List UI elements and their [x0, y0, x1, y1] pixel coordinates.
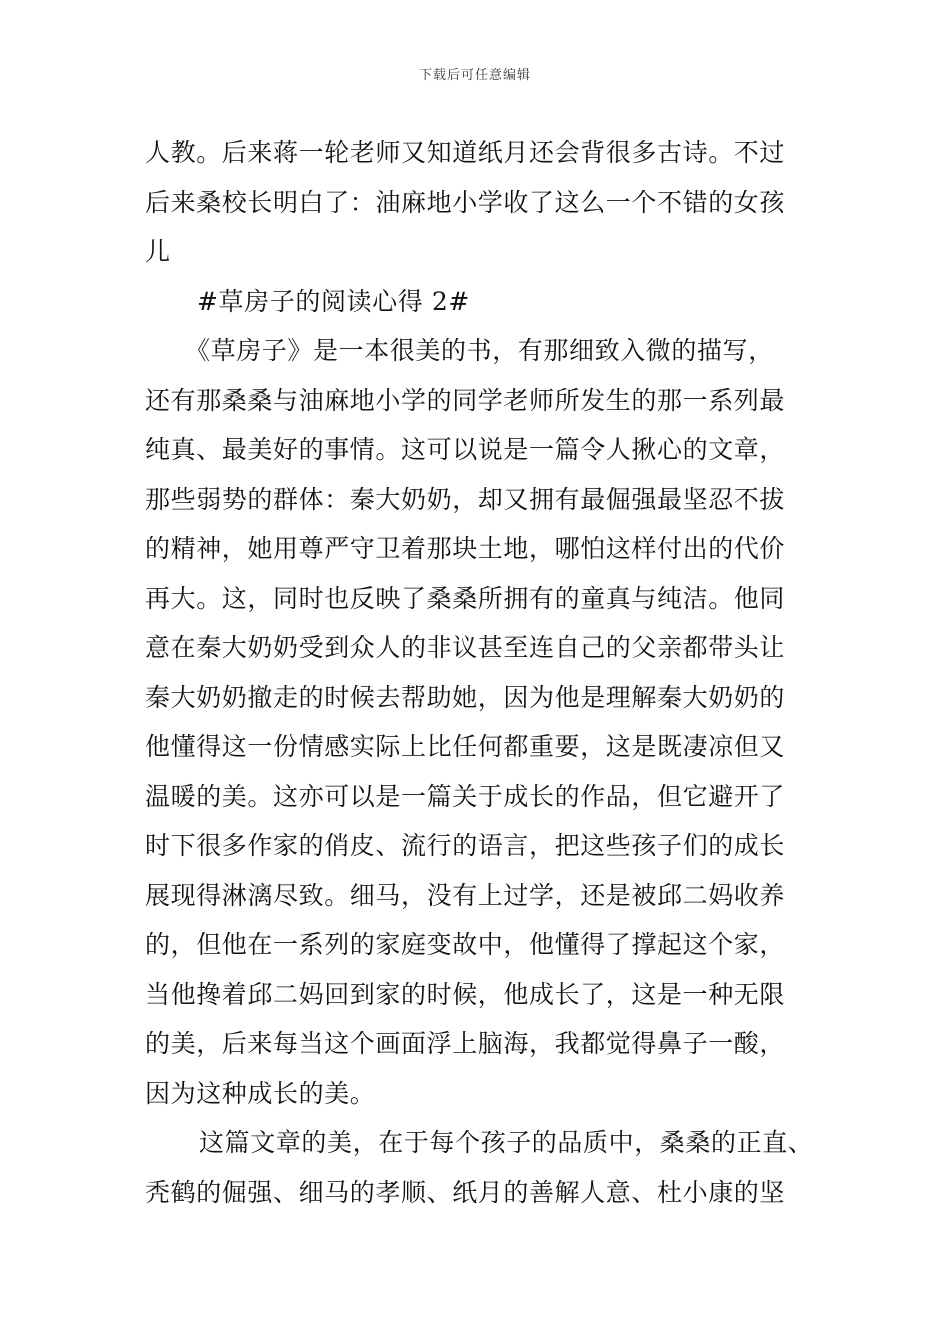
text-line: 再大。这，同时也反映了桑桑所拥有的童真与纯洁。他同 [145, 583, 786, 613]
text-line: 他懂得这一份情感实际上比任何都重要，这是既凄凉但又 [145, 732, 786, 761]
text-line: 秃鹤的倔强、细马的孝顺、纸月的善解人意、杜小康的坚 [145, 1177, 786, 1207]
section-heading: #草房子的阅读心得 2# [197, 286, 470, 316]
text-line: 还有那桑桑与油麻地小学的同学老师所发生的那一系列最 [145, 385, 786, 415]
text-line: 那些弱势的群体：秦大奶奶，却又拥有最倔强最坚忍不拔 [145, 484, 786, 514]
text-line: 后来桑校长明白了：油麻地小学收了这么一个不错的女孩 [145, 187, 786, 217]
document-body [145, 128, 825, 1217]
text-line: 秦大奶奶撤走的时候去帮助她，因为他是理解秦大奶奶的 [145, 682, 786, 712]
text-line: 展现得淋漓尽致。细马，没有上过学，还是被邱二妈收养 [145, 880, 786, 910]
text-line: 意在秦大奶奶受到众人的非议甚至连自己的父亲都带头让 [145, 633, 786, 662]
page-header: 下载后可任意编辑 [418, 68, 531, 83]
text-line: 的美，后来每当这个画面浮上脑海，我都觉得鼻子一酸， [145, 1029, 786, 1058]
text-line: 温暖的美。这亦可以是一篇关于成长的作品，但它避开了 [145, 781, 786, 811]
text-line: 纯真、最美好的事情。这可以说是一篇令人揪心的文章， [145, 435, 786, 464]
paragraph-start: 这篇文章的美，在于每个孩子的品质中，桑桑的正直、 [199, 1128, 814, 1157]
text-line: 的，但他在一系列的家庭变故中，他懂得了撑起这个家， [145, 930, 786, 959]
text-line: 人教。后来蒋一轮老师又知道纸月还会背很多古诗。不过 [145, 138, 786, 167]
text-line: 时下很多作家的俏皮、流行的语言，把这些孩子们的成长 [145, 831, 786, 860]
paragraph-start: 《草房子》是一本很美的书，有那细致入微的描写， [185, 336, 774, 365]
text-line: 当他搀着邱二妈回到家的时候，他成长了，这是一种无限 [145, 979, 786, 1009]
text-line: 儿 [145, 237, 171, 266]
text-line: 的精神，她用尊严守卫着那块土地，哪怕这样付出的代价 [145, 534, 786, 563]
text-line: 因为这种成长的美。 [145, 1078, 376, 1108]
